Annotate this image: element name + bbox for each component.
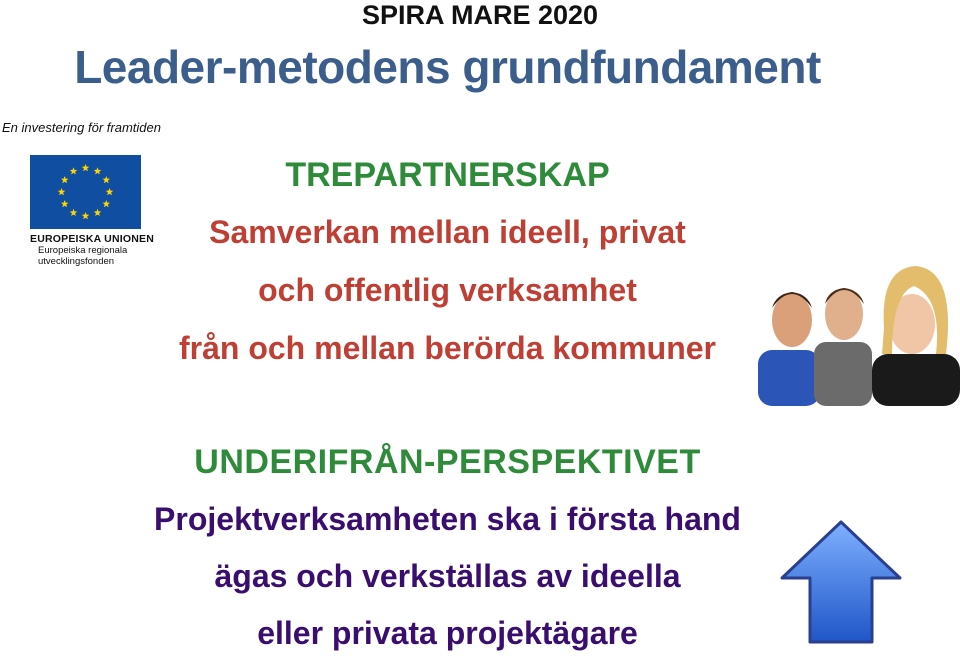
section1-line-1: Samverkan mellan ideell, privat: [209, 214, 686, 250]
section2-heading: UNDERIFRÅN-PERSPEKTIVET: [194, 443, 701, 481]
eu-star-icon: [61, 200, 69, 207]
section2-line-3: eller privata projektägare: [257, 615, 638, 651]
group-of-young-people-photo: [752, 258, 960, 406]
eu-sub2: utvecklingsfonden: [38, 256, 115, 267]
up-arrow-icon: [776, 516, 906, 646]
eu-tagline: En investering för framtiden: [2, 120, 161, 135]
eu-name: EUROPEISKA UNIONEN: [30, 233, 154, 245]
section2-line-1: Projektverksamheten ska i första hand: [154, 501, 741, 537]
section1-line-2: och offentlig verksamhet: [258, 272, 637, 308]
eu-sub1: Europeiska regionala: [38, 245, 128, 256]
section2-line-2: ägas och verkställas av ideella: [214, 558, 681, 594]
eu-star-icon: [102, 200, 110, 207]
section1-line-3: från och mellan berörda kommuner: [178, 330, 716, 366]
section1-heading: TREPARTNERSKAP: [285, 156, 610, 194]
page-header: SPIRA MARE 2020: [361, 0, 599, 30]
page-title: Leader-metodens grundfundament: [74, 41, 821, 93]
